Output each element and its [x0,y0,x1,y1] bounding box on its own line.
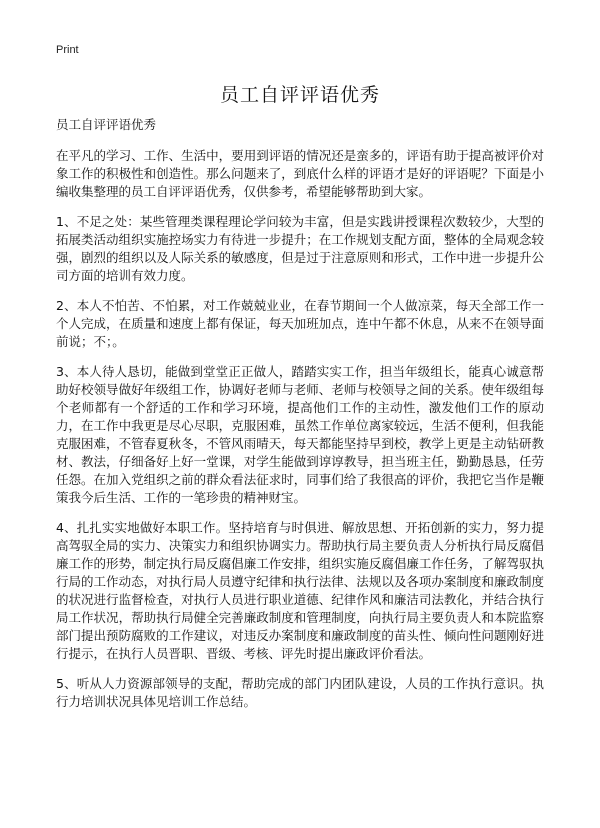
document-title: 员工自评评语优秀 [219,84,380,106]
paragraph-3: 3、本人待人恳切，能做到堂堂正正做人，踏踏实实工作，担当年级组长，能真心诚意帮助好校领导做好年级组工作，协调好老师与老师、老师与校领导之间的关系。使年级组每个老师都有一个舒适的工作和学习环境，提高他们工作的主动性，激发他们工作的原动力，在工作中我更是尽心尽职，克服困难，虽然工作单位离家较远，生活不便利，但我能克服困难，不管春夏秋冬，不管风雨晴天，每天都能坚持早到校，教学上更是主动钻研教材、教法，仔细备好上好一堂课，对学生能做到谆谆教导，担当班主任，勤勤恳恳，任劳任怨。在加入党组织之前的群众看法征求时，同事们给了我很高的评价，我把它当作是鞭策我今后生活、工作的一笔珍贵的精神财宝。 [56,364,544,505]
paragraph-1: 1、不足之处：某些管理类课程理论学问较为丰富，但是实践讲授课程次数较少，大型的拓展类活动组织实施控场实力有待进一步提升；在工作规划支配方面，整体的全局观念较强，剧烈的组织以及人际关系的敏感度，但是过于注意原则和形式，工作中进一步提升公司方面的培训有效力度。 [56,214,544,283]
article-subtitle: 员工自评评语优秀 [56,117,157,132]
paragraph-2: 2、本人不怕苦、不怕累，对工作兢兢业业，在春节期间一个人做凉菜，每天全部工作一个人完成，在质量和速度上都有保证，每天加班加点，连中午都不休息，从来不在领导面前说；不；。 [56,298,544,349]
article-body [56,117,544,723]
intro-paragraph: 在平凡的学习、工作、生活中，要用到评语的情况还是蛮多的，评语有助于提高被评价对象工作的积极性和创造性。那么问题来了，到底什么样的评语才是好的评语呢？下面是小编收集整理的员工自评评语优秀，仅供参考，希望能够帮助到大家。 [56,148,544,199]
print-link[interactable]: Print [56,44,79,56]
paragraph-4: 4、扎扎实实地做好本职工作。坚持培育与时俱进、解放思想、开拓创新的实力，努力提高驾驭全局的实力、决策实力和组织协调实力。帮助执行局主要负责人分析执行局反腐倡廉工作的形势，制定执行局反腐倡廉工作安排，组织实施反腐倡廉工作任务，了解驾驭执行局的工作动态，对执行局人员遵守纪律和执行法律、法规以及各项办案制度和廉政制度的状况进行监督检查，对执行人员进行职业道德、纪律作风和廉洁司法教化，并结合执行局工作状况，帮助执行局健全完善廉政制度和管理制度，向执行局主要负责人和本院监察部门提出预防腐败的工作建议，对违反办案制度和廉政制度的苗头性、倾向性问题刚好进行提示，在执行人员晋职、晋级、考核、评先时提出廉政评价看法。 [56,520,544,661]
paragraph-5: 5、听从人力资源部领导的支配，帮助完成的部门内团队建设，人员的工作执行意识。执行力培训状况具体见培训工作总结。 [56,676,544,709]
